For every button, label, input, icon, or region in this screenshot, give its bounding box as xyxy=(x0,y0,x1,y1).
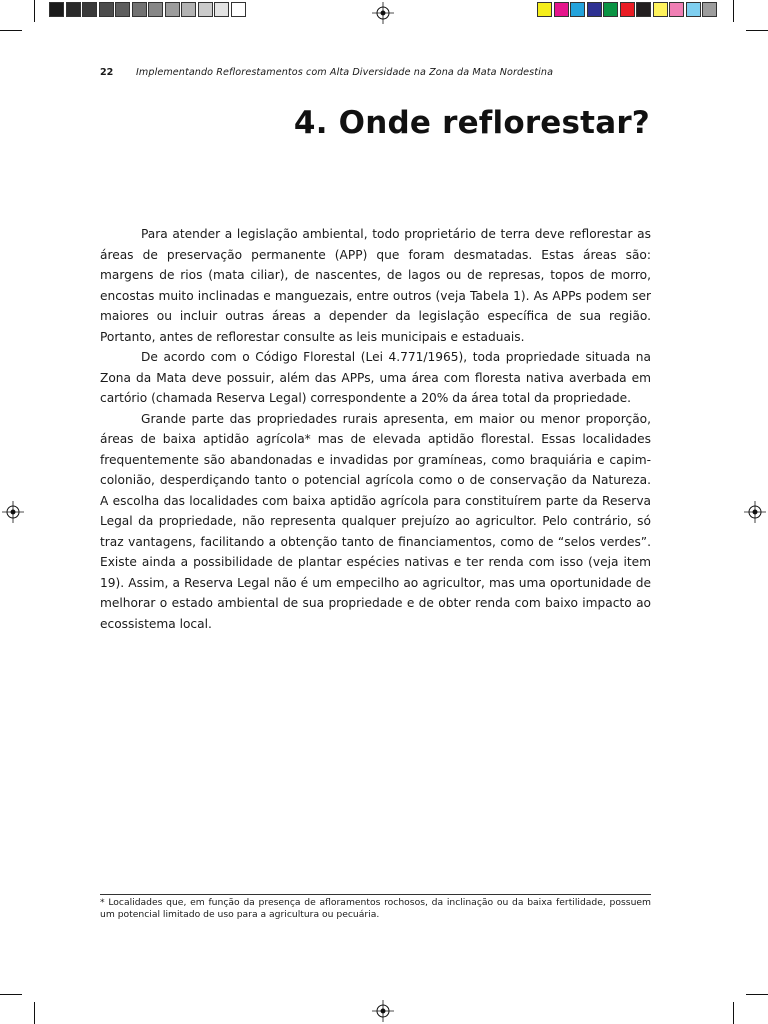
crop-mark-top-left-h xyxy=(0,30,22,31)
crop-mark-bottom-left-v xyxy=(34,1002,35,1024)
running-header xyxy=(100,67,660,78)
gray-swatch xyxy=(198,2,213,17)
gray-swatch xyxy=(231,2,246,17)
color-swatch xyxy=(653,2,668,17)
color-swatch xyxy=(702,2,717,17)
crop-mark-bottom-right-v xyxy=(733,1002,734,1024)
running-title: Implementando Reflorestamentos com Alta Diversidade na Zona da Mata Nordestina xyxy=(136,67,554,78)
color-swatch xyxy=(537,2,552,17)
gray-swatch xyxy=(165,2,180,17)
registration-mark-right-icon xyxy=(744,501,766,523)
chapter-title: 4. Onde reflorestar? xyxy=(293,105,650,141)
crop-mark-top-right-v xyxy=(733,0,734,22)
color-swatch xyxy=(636,2,651,17)
crop-mark-bottom-left-h xyxy=(0,994,22,995)
gray-swatch xyxy=(214,2,229,17)
paragraph: Para atender a legislação ambiental, todo proprietário de terra deve reflorestar as áreas de preservação permanente (APP) que foram desmatadas. Estas áreas são: margens de rios (mata ciliar), de nascentes, de lagos ou de represas, topos de morro, encostas muito inclinadas e manguezais, entre outros (veja Tabela 1). As APPs podem ser maiores ou incluir outras áreas a depender da legislação específica de sua região. Portanto, antes de reflorestar consulte as leis municipais e estaduais. xyxy=(100,227,651,344)
gray-swatch xyxy=(49,2,64,17)
color-swatch xyxy=(570,2,585,17)
gray-swatch xyxy=(181,2,196,17)
crop-mark-bottom-right-h xyxy=(746,994,768,995)
registration-mark-bottom-icon xyxy=(372,1000,394,1022)
gray-swatch xyxy=(66,2,81,17)
gray-swatch xyxy=(132,2,147,17)
page-number: 22 xyxy=(100,67,114,78)
gray-swatch xyxy=(115,2,130,17)
color-swatch xyxy=(587,2,602,17)
gray-swatch xyxy=(148,2,163,17)
body-text xyxy=(100,224,651,634)
gray-swatch xyxy=(99,2,114,17)
paragraph: De acordo com o Código Florestal (Lei 4.771/1965), toda propriedade situada na Zona da Mata deve possuir, além das APPs, uma área com floresta nativa averbada em cartório (chamada Reserva Legal) correspondente a 20% da área total da propriedade. xyxy=(100,350,651,405)
footnote: * Localidades que, em função da presença de afloramentos rochosos, da inclinação ou da baixa fertilidade, possuem um potencial limitado de uso para a agricultura ou pecuária. xyxy=(100,897,651,920)
crop-mark-top-right-h xyxy=(746,30,768,31)
footnote-divider xyxy=(100,894,651,895)
color-swatch xyxy=(620,2,635,17)
color-swatch xyxy=(554,2,569,17)
color-swatch xyxy=(603,2,618,17)
paragraph: Grande parte das propriedades rurais apresenta, em maior ou menor proporção, áreas de baixa aptidão agrícola* mas de elevada aptidão florestal. Essas localidades frequentemente são abandonadas e invadidas por gramíneas, como braquiária e capim-colonião, desperdiçando tanto o potencial agrícola como o de conservação da Natureza. A escolha das localidades com baixa aptidão agrícola para constituírem parte da Reserva Legal da propriedade, não representa qualquer prejuízo ao agricultor. Pelo contrário, só traz vantagens, facilitando a obtenção tanto de financiamentos, como de “selos verdes”. Existe ainda a possibilidade de plantar espécies nativas e ter renda com isso (veja item 19). Assim, a Reserva Legal não é um empecilho ao agricultor, mas uma oportunidade de melhorar o estado ambiental de sua propriedade e de obter renda com baixo impacto ao ecossistema local. xyxy=(100,411,651,631)
registration-mark-left-icon xyxy=(2,501,24,523)
color-swatch xyxy=(686,2,701,17)
registration-mark-top-icon xyxy=(372,2,394,24)
color-swatch xyxy=(669,2,684,17)
gray-swatch xyxy=(82,2,97,17)
crop-mark-top-left-v xyxy=(34,0,35,22)
